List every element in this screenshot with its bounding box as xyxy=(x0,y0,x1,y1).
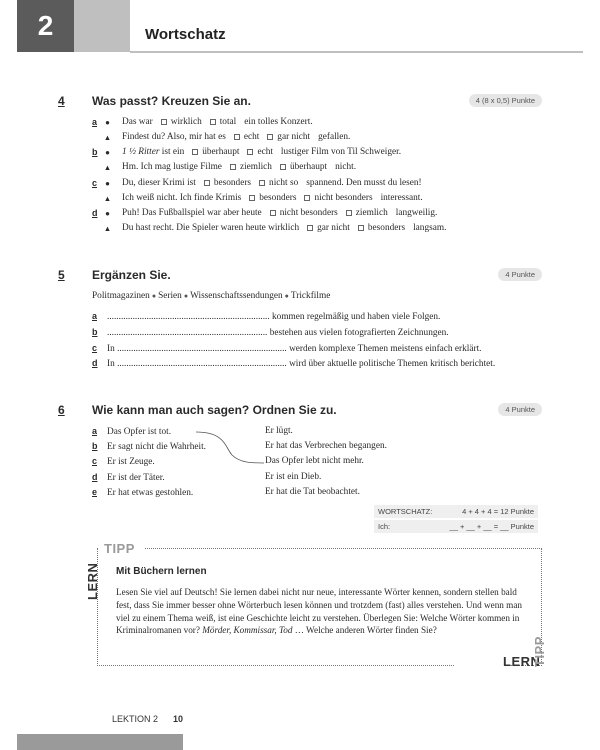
sentence-end: nicht. xyxy=(335,162,357,172)
speaker-triangle-icon: ▲ xyxy=(103,193,112,203)
speaker-dot-icon: ● xyxy=(105,178,110,188)
answer-checkbox[interactable] xyxy=(249,195,255,201)
item-letter: a xyxy=(92,426,98,436)
sentence-end: interessant. xyxy=(380,193,423,203)
item-letter: c xyxy=(92,178,98,188)
answer-option: gar nicht xyxy=(317,223,350,233)
sentence-text: werden komplexe Themen meistens einfach erklärt. xyxy=(289,344,482,354)
answer-option: total xyxy=(219,117,237,127)
answer-option: wirklich xyxy=(170,117,202,127)
task6-title: Wie kann man auch sagen? Ordnen Sie zu. xyxy=(92,403,337,417)
speaker-dot-icon: ● xyxy=(105,208,110,218)
sentence-start: Du hast recht. Die Spieler waren heute wirklich xyxy=(122,223,300,233)
tip-text: Lesen Sie viel auf Deutsch! Sie lernen dabei nicht nur neue, interessante Wörter kennen, sondern stellen bald fest, dass Sie immer besser ohne Wörterbuch lesen können und trotzdem (fast) alles verstehen. Und wenn man viel zu einem Thema weiß, ist eine Geschichte leicht zu verstehen. Überlegen Sie: Welche Wörter kommen in Kriminalromanen vor? Mörder, Kommissar, Tod … Welche anderen Wörter finden Sie? xyxy=(116,587,523,636)
answer-option: besonders xyxy=(259,193,297,203)
match-left-item[interactable] xyxy=(92,487,193,498)
answer-checkbox[interactable] xyxy=(346,210,352,216)
answer-option: ziemlich xyxy=(355,208,388,218)
speaker-triangle-icon: ▲ xyxy=(103,162,112,172)
word-separator: ● xyxy=(151,292,157,300)
score-label-total: WORTSCHATZ: xyxy=(378,507,433,516)
answer-checkbox[interactable] xyxy=(358,225,364,231)
score-value-total: 4 + 4 + 4 = 12 Punkte xyxy=(462,507,534,516)
speaker-dot-icon: ● xyxy=(105,117,110,127)
task4-row xyxy=(92,223,446,233)
answer-option: überhaupt xyxy=(289,162,328,172)
answer-checkbox[interactable] xyxy=(247,149,253,155)
match-left-item[interactable] xyxy=(92,426,171,437)
answer-checkbox[interactable] xyxy=(304,195,310,201)
sentence-end: langweilig. xyxy=(395,208,438,218)
title-divider xyxy=(130,51,583,53)
answer-option: ziemlich xyxy=(239,162,272,172)
speaker-triangle-icon: ▲ xyxy=(103,132,112,142)
task4-row xyxy=(92,147,401,157)
word-bank-item: Serien xyxy=(158,291,182,301)
answer-checkbox[interactable] xyxy=(307,225,313,231)
sentence-start: ist ein xyxy=(161,147,185,157)
tipp-label: TIPP xyxy=(104,541,135,556)
task4-row xyxy=(92,208,437,218)
footer-lektion: LEKTION 2 xyxy=(112,714,159,724)
sentence-end: langsam. xyxy=(413,223,447,233)
task4-row xyxy=(92,117,313,127)
answer-option: gar nicht xyxy=(277,132,311,142)
film-title: 1 ½ Ritter xyxy=(122,147,160,157)
score-box xyxy=(374,505,538,535)
match-left-text: Er hat etwas gestohlen. xyxy=(107,488,194,498)
answer-option: besonders xyxy=(213,178,252,188)
task4-row xyxy=(92,132,350,142)
item-letter: c xyxy=(92,456,98,466)
answer-option: echt xyxy=(243,132,260,142)
match-left-text: Er sagt nicht die Wahrheit. xyxy=(107,442,206,452)
task5-title: Ergänzen Sie. xyxy=(92,268,171,282)
chapter-number: 2 xyxy=(17,0,74,52)
sentence-end: lustiger Film von Til Schweiger. xyxy=(280,147,402,157)
task4-title: Was passt? Kreuzen Sie an. xyxy=(92,94,251,108)
match-left-text: Er ist der Täter. xyxy=(107,473,165,483)
item-letter: b xyxy=(92,441,98,451)
match-right-item[interactable]: Das Opfer lebt nicht mehr. xyxy=(265,456,364,466)
word-bank-item: Trickfilme xyxy=(290,291,331,301)
item-letter: d xyxy=(92,472,98,482)
lern-label-vertical: LERN xyxy=(85,562,100,600)
answer-checkbox[interactable] xyxy=(280,164,286,170)
sentence-prefix: In xyxy=(107,344,115,354)
score-value-own: __ + __ + __ = __ Punkte xyxy=(449,522,534,531)
task6-number: 6 xyxy=(58,403,65,417)
task4-points-badge: 4 (8 x 0,5) Punkte xyxy=(469,94,542,107)
answer-checkbox[interactable] xyxy=(234,134,240,140)
match-right-item[interactable]: Er ist ein Dieb. xyxy=(265,472,322,482)
sentence-text: wird über aktuelle politische Themen kritisch berichtet. xyxy=(289,359,496,369)
answer-checkbox[interactable] xyxy=(204,180,210,186)
task4-row xyxy=(92,162,356,172)
item-letter: e xyxy=(92,487,98,497)
match-right-item[interactable]: Er hat die Tat beobachtet. xyxy=(265,487,360,497)
page-title: Wortschatz xyxy=(145,26,226,43)
sentence-end: gefallen. xyxy=(318,132,351,142)
word-bank-item: Politmagazinen xyxy=(92,291,150,301)
answer-checkbox[interactable] xyxy=(230,164,236,170)
footer-bar xyxy=(17,734,183,750)
lern-label: LERN xyxy=(503,654,541,669)
answer-checkbox[interactable] xyxy=(210,119,216,125)
item-letter: d xyxy=(92,208,98,218)
answer-checkbox[interactable] xyxy=(161,119,167,125)
answer-blank[interactable]: ..................................................................... xyxy=(107,328,268,338)
task4-row xyxy=(92,193,423,203)
task6-points-badge: 4 Punkte xyxy=(498,403,542,416)
match-right-item[interactable]: Er hat das Verbrechen begangen. xyxy=(265,441,387,451)
match-right-item[interactable]: Er lügt. xyxy=(265,426,293,436)
fill-in-row xyxy=(92,343,482,354)
item-letter: a xyxy=(92,311,98,321)
sentence-start: Das war xyxy=(122,117,153,127)
answer-checkbox[interactable] xyxy=(192,149,198,155)
fill-in-row xyxy=(92,327,449,338)
word-separator: ● xyxy=(183,292,189,300)
word-bank xyxy=(92,291,330,301)
fill-in-row xyxy=(92,311,440,322)
item-letter: d xyxy=(92,358,98,368)
answer-option: nicht besonders xyxy=(314,193,373,203)
tipp-label-vertical: TIPP xyxy=(532,636,547,667)
speaker-triangle-icon: ▲ xyxy=(103,223,112,233)
match-left-item[interactable] xyxy=(92,472,165,483)
sentence-prefix: In xyxy=(107,359,115,369)
match-left-text: Er ist Zeuge. xyxy=(107,457,155,467)
word-separator: ● xyxy=(284,292,289,300)
item-letter: b xyxy=(92,327,98,337)
answer-option: echt xyxy=(257,147,273,157)
sentence-text: kommen regelmäßig und haben viele Folgen. xyxy=(272,312,441,322)
fill-in-row xyxy=(92,358,495,369)
answer-option: nicht so xyxy=(269,178,299,188)
answer-option: besonders xyxy=(367,223,406,233)
sentence-text: bestehen aus vielen fotografierten Zeichnungen. xyxy=(269,328,449,338)
sentence-end: spannend. Den musst du lesen! xyxy=(306,178,422,188)
item-letter: b xyxy=(92,147,98,157)
sentence-end: ein tolles Konzert. xyxy=(244,117,313,127)
answer-checkbox[interactable] xyxy=(270,210,276,216)
sentence-start: Puh! Das Fußballspiel war aber heute xyxy=(122,208,262,218)
tip-examples: Mörder, Kommissar, Tod xyxy=(202,625,293,636)
page-number: 10 xyxy=(173,714,184,724)
answer-blank[interactable]: ...................................................................... xyxy=(107,312,270,322)
title-bar xyxy=(74,0,130,52)
item-letter: c xyxy=(92,343,98,353)
item-letter: a xyxy=(92,117,98,127)
task5-number: 5 xyxy=(58,268,65,282)
sentence-start: Hm. Ich mag lustige Filme xyxy=(122,162,222,172)
answer-blank[interactable]: ......................................................................... xyxy=(117,344,287,354)
answer-blank[interactable]: ......................................................................... xyxy=(117,359,287,369)
answer-checkbox[interactable] xyxy=(259,180,265,186)
tip-heading: Mit Büchern lernen xyxy=(116,566,207,577)
task4-row xyxy=(92,178,422,188)
answer-option: überhaupt xyxy=(202,147,240,157)
speaker-dot-icon: ● xyxy=(105,147,110,157)
task4-number: 4 xyxy=(58,94,65,108)
match-left-text: Das Opfer ist tot. xyxy=(107,427,172,437)
word-bank-item: Wissenschaftssendungen xyxy=(190,291,283,301)
score-label-own: Ich: xyxy=(378,522,391,531)
answer-checkbox[interactable] xyxy=(267,134,273,140)
answer-option: nicht besonders xyxy=(279,208,338,218)
sentence-start: Ich weiß nicht. Ich finde Krimis xyxy=(122,193,242,203)
sentence-start: Du, dieser Krimi ist xyxy=(122,178,196,188)
match-left-item[interactable] xyxy=(92,456,155,467)
match-left-item[interactable] xyxy=(92,441,206,452)
sentence-start: Findest du? Also, mir hat es xyxy=(122,132,226,142)
task5-points-badge: 4 Punkte xyxy=(498,268,542,281)
